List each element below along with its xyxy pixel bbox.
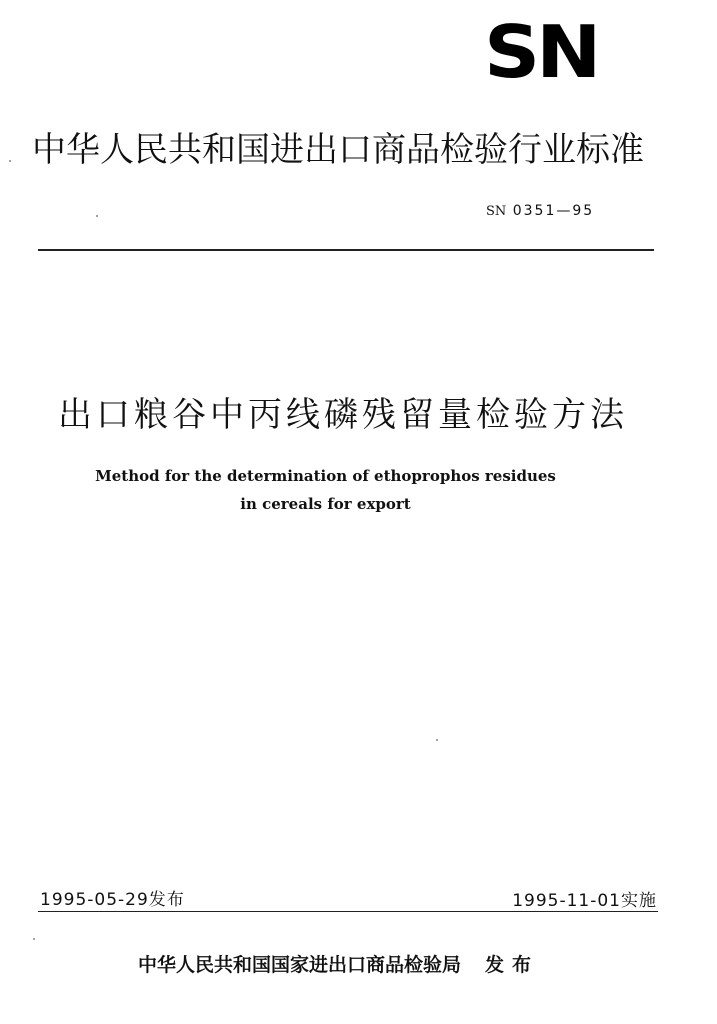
document-title-english	[0, 462, 717, 518]
standard-number-prefix: SN	[486, 204, 507, 219]
scan-speck	[436, 739, 438, 741]
sn-logo: SN	[484, 11, 598, 95]
issue-date: 1995-05-29发布	[40, 890, 185, 910]
document-title-english-line2: in cereals for export	[240, 495, 411, 513]
standard-category-title: 中华人民共和国进出口商品检验行业标准	[32, 130, 644, 170]
effective-date: 1995-11-01实施	[512, 891, 657, 911]
top-divider	[38, 249, 654, 251]
issued-label: 发布	[485, 954, 540, 976]
document-title-english-line1: Method for the determination of ethoprophos residues	[95, 467, 556, 485]
standard-number	[486, 201, 594, 222]
publisher-name: 中华人民共和国国家进出口商品检验局	[138, 954, 462, 976]
publisher-line	[138, 951, 539, 979]
scan-speck	[33, 938, 35, 940]
bottom-divider	[38, 911, 658, 912]
standard-number-value: 0351—95	[512, 203, 595, 219]
scan-speck	[96, 215, 98, 217]
document-title-chinese: 出口粮谷中丙线磷残留量检验方法	[58, 395, 628, 435]
scan-speck	[9, 160, 11, 162]
